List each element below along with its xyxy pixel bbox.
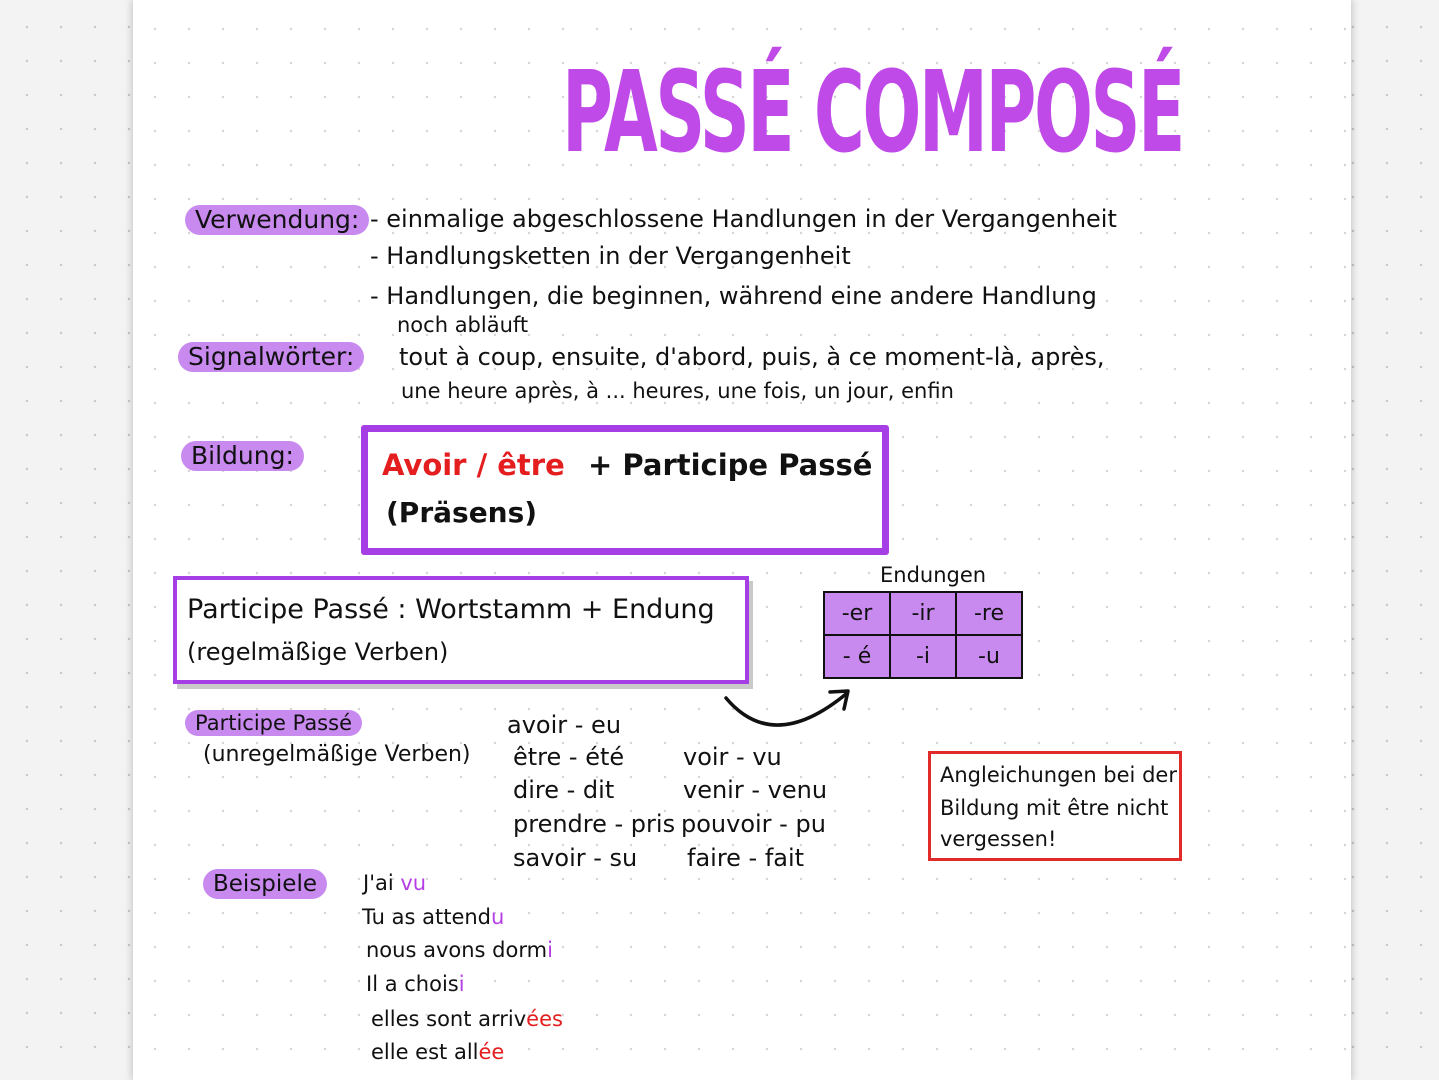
signalwoerter-line: tout à coup, ensuite, d'abord, puis, à ce moment-là, après,	[399, 343, 1105, 371]
example-ending: u	[491, 905, 505, 929]
participe-irregular-sub: (unregelmäßige Verben)	[203, 742, 471, 767]
bildung-tense: (Präsens)	[386, 496, 538, 529]
example-ending: ées	[526, 1007, 563, 1031]
verwendung-label: Verwendung:	[185, 205, 369, 235]
verwendung-item: - einmalige abgeschlossene Handlungen in der Vergangenheit	[370, 205, 1117, 233]
example-stem: elles sont arriv	[371, 1007, 527, 1031]
signalwoerter-line: une heure après, à ... heures, une fois, un jour, enfin	[401, 379, 954, 403]
example-stem: Il a chois	[366, 972, 459, 996]
bildung-auxiliary: Avoir / être	[382, 448, 565, 482]
irregular-verb: prendre - pris	[513, 810, 676, 838]
endungen-table	[823, 591, 1023, 679]
irregular-verb: venir - venu	[683, 776, 828, 804]
signalwoerter-label: Signalwörter:	[178, 342, 364, 372]
irregular-verb: faire - fait	[687, 844, 805, 872]
example-sentence	[366, 971, 465, 997]
example-ending: ée	[478, 1040, 505, 1064]
note-line: Angleichungen bei der	[940, 763, 1177, 787]
example-sentence	[371, 1006, 563, 1032]
example-ending: i	[458, 972, 465, 996]
ending-participle: -u	[956, 635, 1022, 678]
example-sentence	[362, 904, 504, 930]
page-title: PASSÉ COMPOSÉ	[562, 48, 1183, 178]
ending-participle: - é	[824, 635, 890, 678]
beispiele-label: Beispiele	[203, 869, 327, 899]
curved-arrow-icon	[718, 684, 858, 744]
endungen-title: Endungen	[880, 563, 987, 587]
ending-infinitive: -er	[824, 592, 890, 635]
bildung-participle: + Participe Passé	[588, 448, 873, 482]
participe-regular-box	[173, 576, 749, 684]
bildung-label: Bildung:	[181, 441, 304, 471]
irregular-verb: avoir - eu	[507, 711, 622, 739]
bildung-box	[361, 425, 889, 555]
example-stem: nous avons dorm	[366, 938, 548, 962]
note-line: Bildung mit être nicht	[940, 796, 1169, 820]
ending-infinitive: -re	[956, 592, 1022, 635]
irregular-verb: voir - vu	[683, 743, 782, 771]
example-sentence	[366, 937, 553, 963]
participe-regular-rule: Participe Passé : Wortstamm + Endung	[187, 594, 715, 625]
verwendung-item: - Handlungsketten in der Vergangenheit	[370, 242, 851, 270]
example-sentence	[363, 870, 426, 896]
example-sentence	[371, 1039, 504, 1065]
irregular-verb: être - été	[513, 743, 625, 771]
example-stem: Tu as attend	[362, 905, 492, 929]
agreement-note-box	[928, 751, 1182, 861]
note-line: vergessen!	[940, 827, 1057, 851]
ending-participle: -i	[890, 635, 956, 678]
example-ending: i	[547, 938, 553, 962]
irregular-verb: pouvoir - pu	[681, 810, 826, 838]
participe-regular-note: (regelmäßige Verben)	[187, 638, 449, 666]
irregular-verb: savoir - su	[513, 844, 638, 872]
ending-infinitive: -ir	[890, 592, 956, 635]
example-stem: elle est all	[371, 1040, 479, 1064]
verwendung-item: noch abläuft	[397, 313, 529, 337]
note-page	[133, 0, 1351, 1080]
example-ending: vu	[400, 871, 427, 895]
participe-irregular-label: Participe Passé	[185, 710, 362, 736]
verwendung-item: - Handlungen, die beginnen, während eine andere Handlung	[370, 282, 1097, 310]
example-stem: J'ai	[363, 871, 401, 895]
irregular-verb: dire - dit	[513, 776, 615, 804]
